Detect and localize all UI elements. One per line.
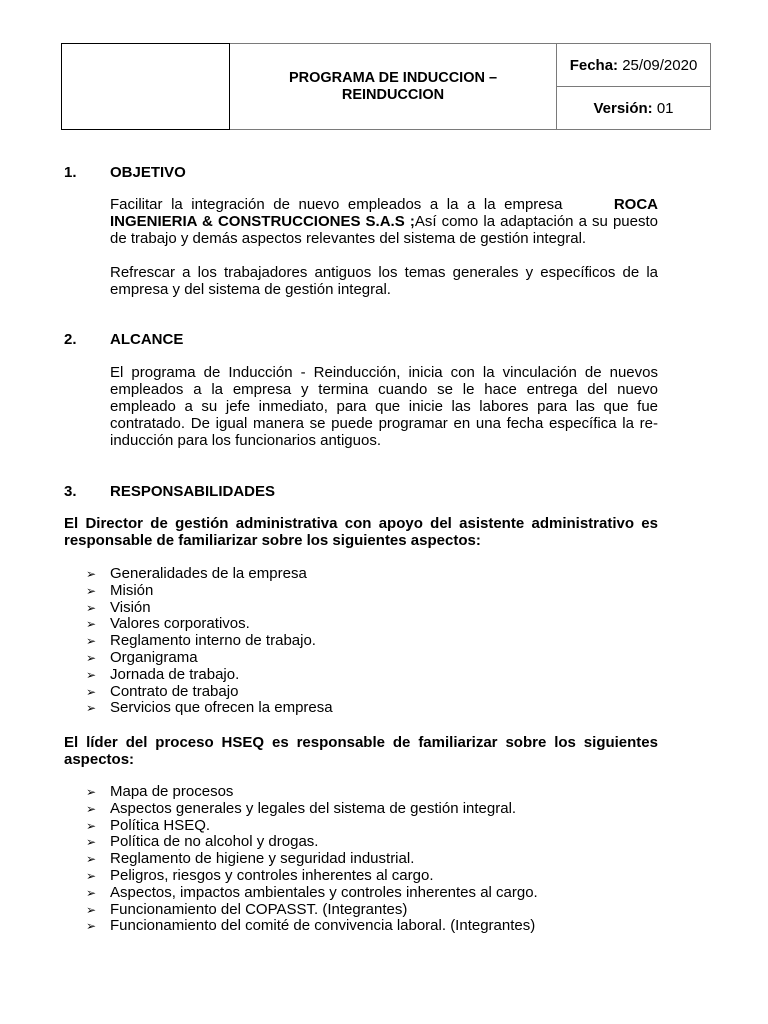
version-label: Versión: <box>593 99 653 117</box>
list-item-text: Peligros, riesgos y controles inherentes al cargo. <box>110 866 434 884</box>
list-item-text: Aspectos generales y legales del sistema de gestión integral. <box>110 799 517 817</box>
section-number: 2. <box>64 331 77 348</box>
arrowhead-bullet-icon: ➢ <box>86 835 97 850</box>
list-item <box>86 566 333 583</box>
list-item <box>86 918 538 935</box>
arrowhead-bullet-icon: ➢ <box>86 583 97 598</box>
alcance-paragraph: El programa de Inducción - Reinducción, inicia con la vinculación de nuevos empleados a la empresa y termina cuando se le hace entrega del nuevo empleado a su jefe inmediato, para que inicie las labores para las que fue contratado. De igual manera se puede programar en una fecha específica la re-inducción para los funcionarios antiguos. <box>110 364 658 449</box>
list-item <box>86 667 333 684</box>
list-item <box>86 818 538 835</box>
company-name: ROCA INGENIERIA & CONSTRUCCIONES S.A.S ; <box>110 196 658 230</box>
list-item-text: Visión <box>110 598 151 616</box>
section-title: RESPONSABILIDADES <box>110 483 276 500</box>
list-item <box>86 684 333 701</box>
arrowhead-bullet-icon: ➢ <box>86 818 97 833</box>
list-item-text: Organigrama <box>110 648 198 666</box>
objetivo-paragraph-2: Refrescar a los trabajadores antiguos los temas generales y específicos de la empresa y del sistema de gestión integral. <box>110 264 658 298</box>
list-item-text: Reglamento interno de trabajo. <box>110 632 316 650</box>
list-item <box>86 700 333 717</box>
list-item <box>86 902 538 919</box>
version-cell <box>557 87 711 130</box>
version-value: 01 <box>656 99 674 117</box>
arrowhead-bullet-icon: ➢ <box>86 902 97 917</box>
arrowhead-bullet-icon: ➢ <box>86 600 97 615</box>
section-title: OBJETIVO <box>110 164 186 181</box>
hseq-aspects-list <box>86 784 538 935</box>
list-item <box>86 784 538 801</box>
fecha-label: Fecha: <box>569 56 619 74</box>
arrowhead-bullet-icon: ➢ <box>86 852 97 867</box>
arrowhead-bullet-icon: ➢ <box>86 667 97 682</box>
list-item-text: Política HSEQ. <box>110 816 211 834</box>
list-item-text: Reglamento de higiene y seguridad industrial. <box>110 850 415 868</box>
section-number: 1. <box>64 164 77 181</box>
list-item-text: Jornada de trabajo. <box>110 665 240 683</box>
list-item <box>86 616 333 633</box>
objetivo-paragraph-1 <box>110 196 658 247</box>
list-item <box>86 583 333 600</box>
list-item-text: Funcionamiento del COPASST. (Integrantes) <box>110 900 408 918</box>
list-item-text: Valores corporativos. <box>110 615 250 633</box>
section-heading-alcance <box>64 331 183 348</box>
list-item-text: Misión <box>110 581 154 599</box>
list-item <box>86 851 538 868</box>
list-item-text: Generalidades de la empresa <box>110 565 307 582</box>
arrowhead-bullet-icon: ➢ <box>86 684 97 699</box>
list-item <box>86 600 333 617</box>
list-item <box>86 834 538 851</box>
fecha-cell <box>557 44 711 87</box>
logo-placeholder <box>62 44 230 130</box>
arrowhead-bullet-icon: ➢ <box>86 701 97 716</box>
list-item <box>86 650 333 667</box>
section-title: ALCANCE <box>110 331 184 348</box>
document-title <box>230 44 557 130</box>
arrowhead-bullet-icon: ➢ <box>86 650 97 665</box>
section-number: 3. <box>64 483 77 500</box>
arrowhead-bullet-icon: ➢ <box>86 868 97 883</box>
list-item <box>86 633 333 650</box>
list-item <box>86 868 538 885</box>
list-item-text: Política de no alcohol y drogas. <box>110 833 319 851</box>
objetivo-text-part2: Así como la adaptación a su puesto de trabajo y demás aspectos relevantes del sistema de gestión integral. <box>110 213 658 247</box>
objetivo-text-part1: Facilitar la integración de nuevo empleados a la a la empresa <box>110 196 563 213</box>
arrowhead-bullet-icon: ➢ <box>86 634 97 649</box>
section-heading-responsabilidades <box>64 483 275 500</box>
arrowhead-bullet-icon: ➢ <box>86 567 97 581</box>
director-intro: El Director de gestión administrativa con apoyo del asistente administrativo es responsable de familiarizar sobre los siguientes aspectos: <box>64 515 658 549</box>
fecha-value: 25/09/2020 <box>622 56 698 74</box>
section-heading-objetivo <box>64 164 186 181</box>
document-header-table <box>61 43 711 130</box>
list-item-text: Servicios que ofrecen la empresa <box>110 699 333 717</box>
title-line-2: REINDUCCION <box>341 86 445 103</box>
list-item-text: Mapa de procesos <box>110 783 234 800</box>
list-item <box>86 885 538 902</box>
arrowhead-bullet-icon: ➢ <box>86 919 97 934</box>
arrowhead-bullet-icon: ➢ <box>86 801 97 816</box>
list-item-text: Contrato de trabajo <box>110 682 239 700</box>
arrowhead-bullet-icon: ➢ <box>86 617 97 632</box>
arrowhead-bullet-icon: ➢ <box>86 785 97 799</box>
list-item <box>86 801 538 818</box>
arrowhead-bullet-icon: ➢ <box>86 885 97 900</box>
director-aspects-list <box>86 566 333 717</box>
hseq-intro: El líder del proceso HSEQ es responsable de familiarizar sobre los siguientes aspectos: <box>64 734 658 768</box>
title-line-1: PROGRAMA DE INDUCCION – <box>288 69 498 86</box>
list-item-text: Funcionamiento del comité de convivencia laboral. (Integrantes) <box>110 917 536 935</box>
list-item-text: Aspectos, impactos ambientales y controles inherentes al cargo. <box>110 883 538 901</box>
